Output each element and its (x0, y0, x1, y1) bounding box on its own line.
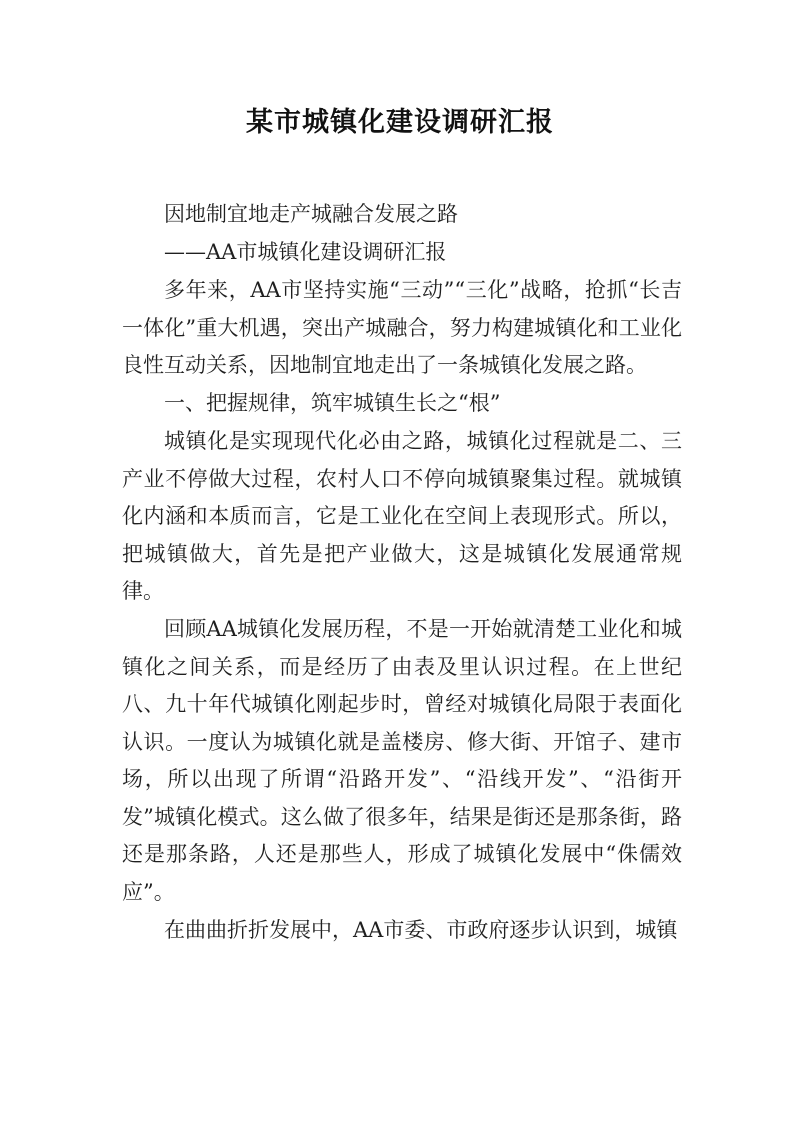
body-paragraph: 在曲曲折折发展中，AA市委、市政府逐步认识到，城镇 (164, 917, 678, 942)
subtitle-paragraph: 因地制宜地走产城融合发展之路 (164, 202, 458, 226)
document-body (122, 196, 682, 949)
document-title: 某市城镇化建设调研汇报 (246, 107, 554, 138)
body-paragraph: 回顾AA城镇化发展历程，不是一开始就清楚工业化和城镇化之间关系，而是经历了由表及里认识过程。在上世纪八、九十年代城镇化刚起步时，曾经对城镇化局限于表面化认识。一度认为城镇化就是盖楼房、修大街、开馆子、建市场，所以出现了所谓“沿路开发”、“沿线开发”、“沿街开发”城镇化模式。这么做了很多年，结果是街还是那条街，路还是那条路，人还是那些人，形成了城镇化发展中“侏儒效应”。 (122, 617, 682, 904)
intro-paragraph: 多年来，AA市坚持实施“三动”“三化”战略，抢抓“长吉一体化”重大机遇，突出产城融合，努力构建城镇化和工业化良性互动关系，因地制宜地走出了一条城镇化发展之路。 (122, 278, 682, 377)
body-paragraph: 城镇化是实现现代化必由之路，城镇化过程就是二、三产业不停做大过程，农村人口不停向城镇聚集过程。就城镇化内涵和本质而言，它是工业化在空间上表现形式。所以，把城镇做大，首先是把产业做大，这是城镇化发展通常规律。 (122, 429, 682, 603)
subtitle-source-paragraph: ——AA市城镇化建设调研汇报 (164, 240, 447, 264)
section-heading: 一、把握规律，筑牢城镇生长之“根” (164, 391, 501, 415)
